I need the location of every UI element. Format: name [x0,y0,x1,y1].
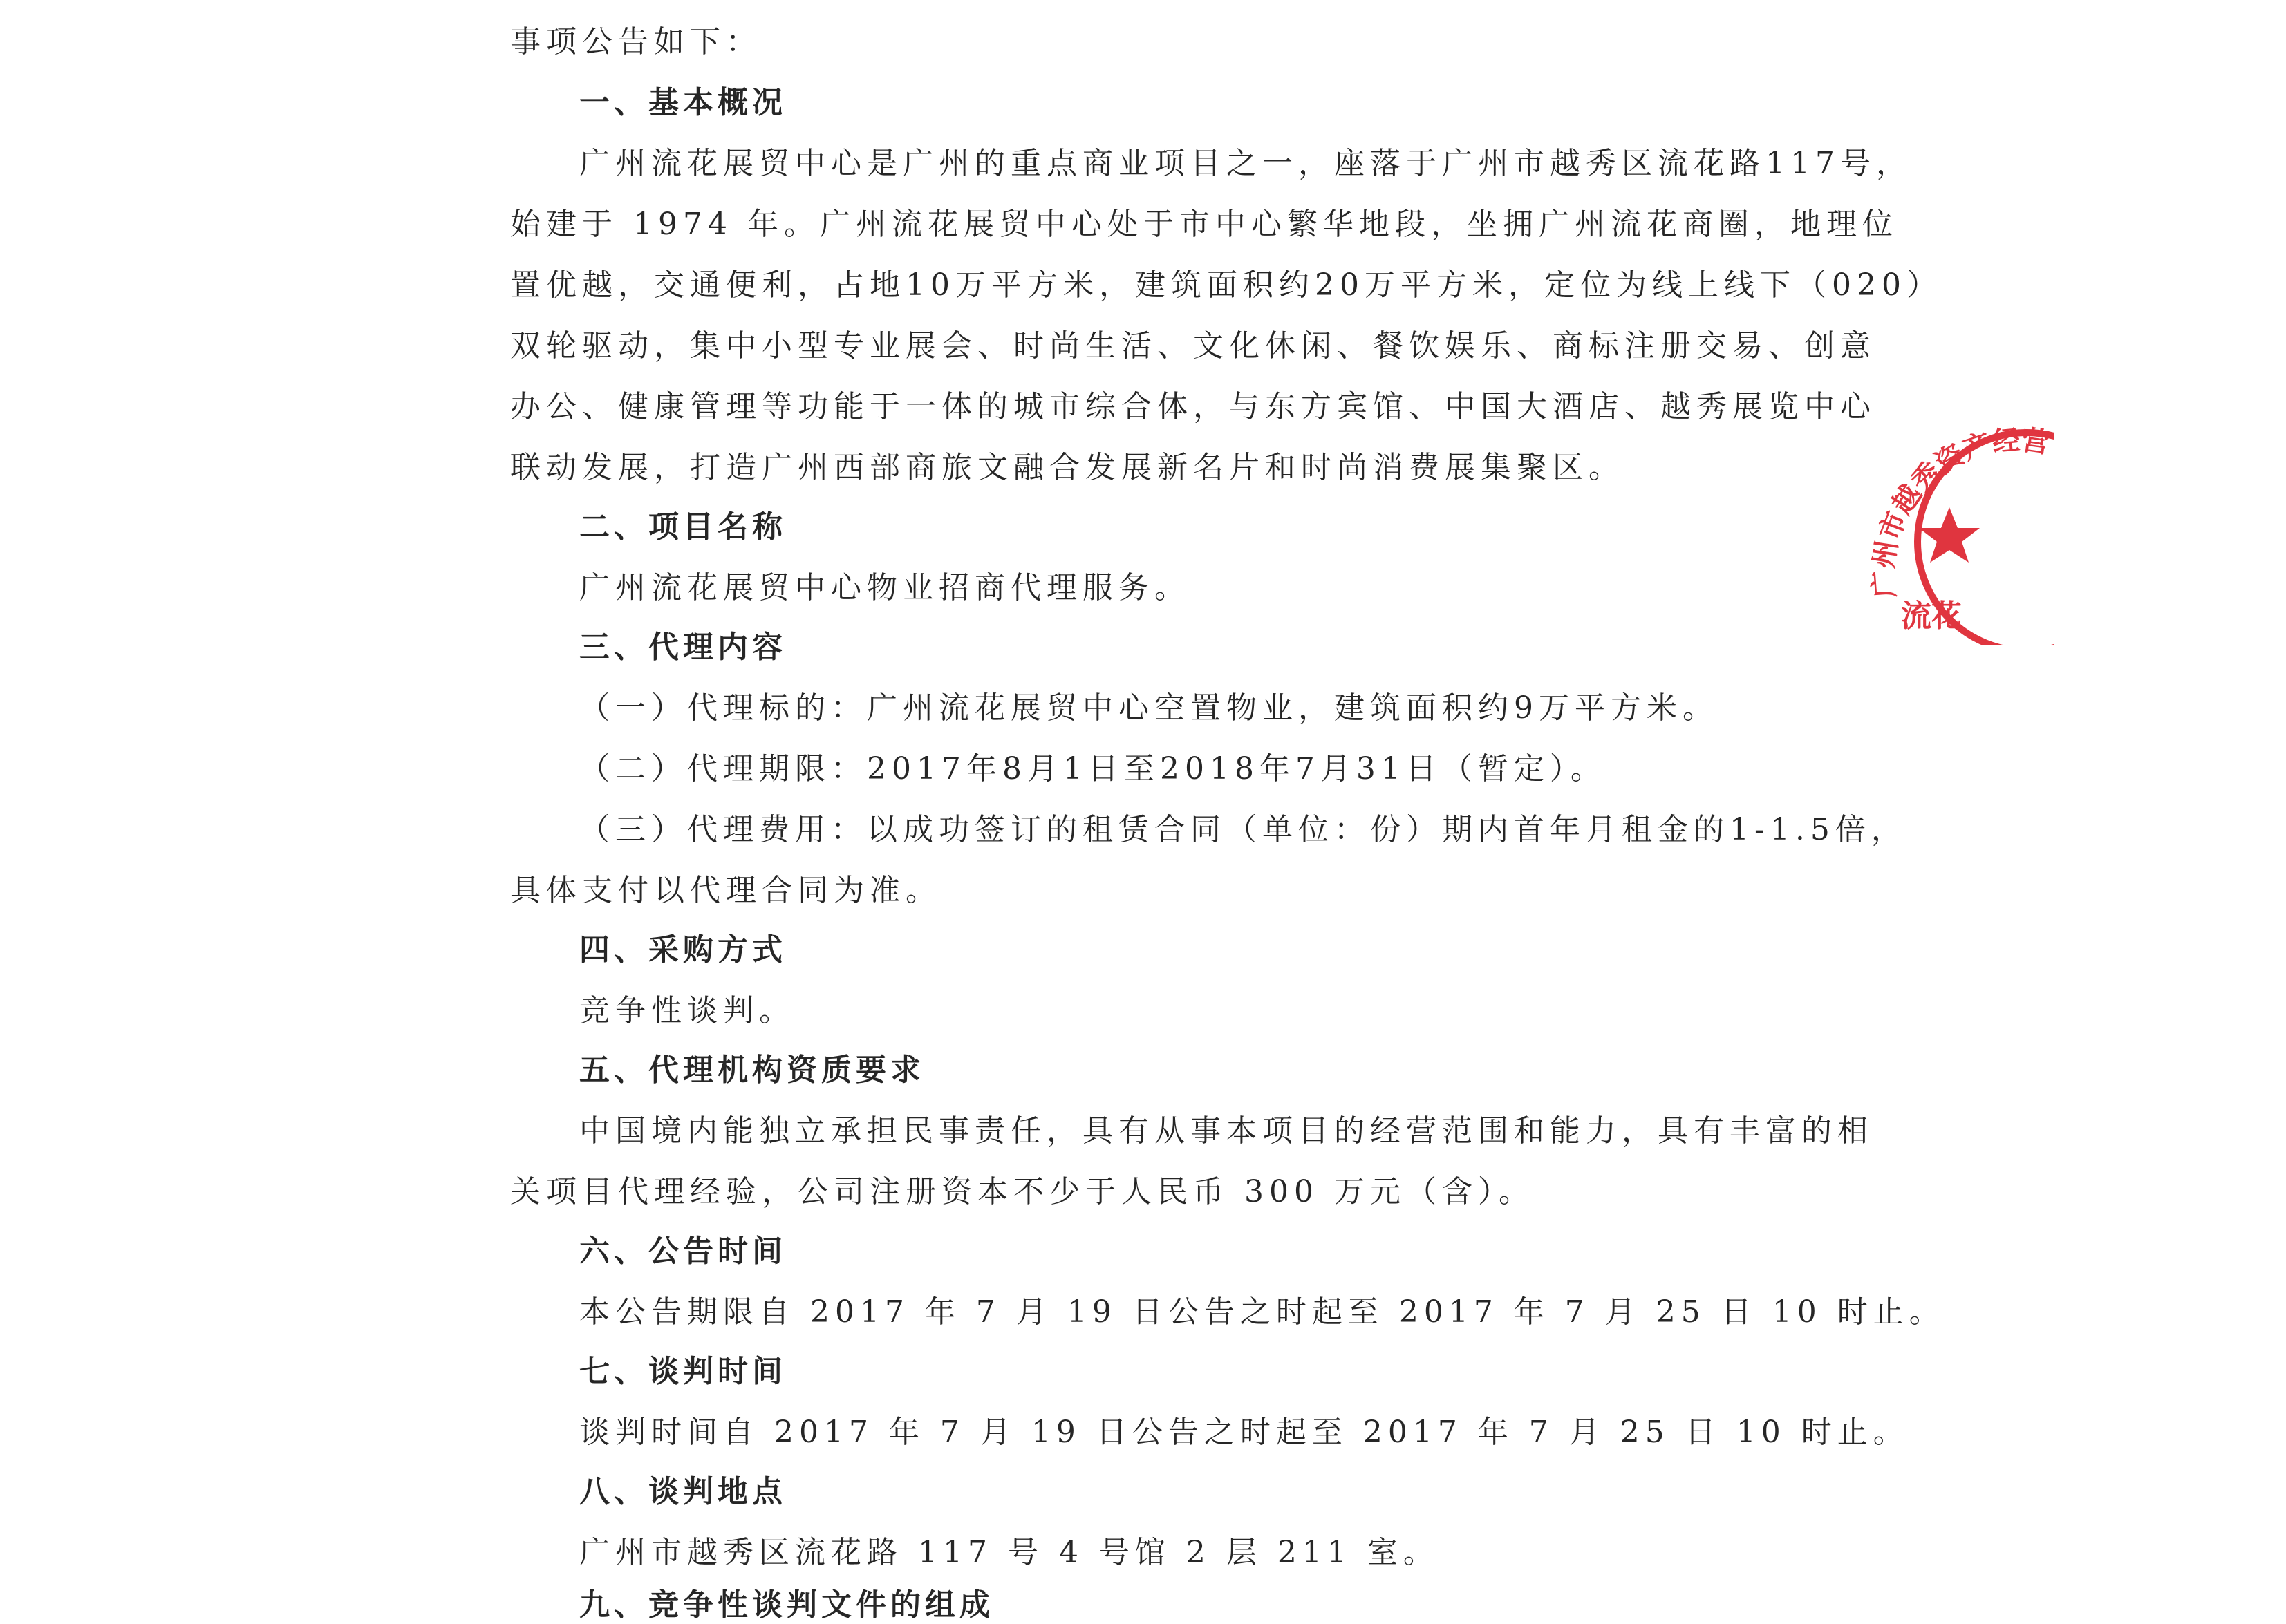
intro-line: 事项公告如下： [510,24,762,59]
paragraph-line: （一）代理标的：广州流花展贸中心空置物业，建筑面积约9万平方米。 [579,690,1718,726]
section-heading-document-composition: 九、竞争性谈判文件的组成 [579,1587,994,1623]
section-heading-procurement-method: 四、采购方式 [579,932,787,967]
paragraph-line: （二）代理期限：2017年8月1日至2018年7月31日（暂定）。 [579,751,1606,786]
seal-arc-text: 广州市越秀资产经营 [1867,424,2052,599]
seal-icon [1847,424,2054,645]
section-heading-announcement-time: 六、公告时间 [579,1234,787,1269]
paragraph-line: （三）代理费用：以成功签订的租赁合同（单位：份）期内首年月租金的1-1.5倍， [579,812,1907,847]
paragraph-line: 双轮驱动，集中小型专业展会、时尚生活、文化休闲、餐饮娱乐、商标注册交易、创意 [510,328,1876,363]
section-heading-negotiation-location: 八、谈判地点 [579,1474,787,1509]
section-heading-agency-content: 三、代理内容 [579,630,787,665]
seal-star [1919,507,1980,563]
paragraph-line: 本公告期限自 2017 年 7 月 19 日公告之时起至 2017 年 7 月 25 日 10 时止。 [579,1294,1945,1330]
paragraph-line: 联动发展，打造广州西部商旅文融合发展新名片和时尚消费展集聚区。 [510,450,1624,485]
section-heading-basic-overview: 一、基本概况 [579,85,787,120]
paragraph-line: 广州流花展贸中心物业招商代理服务。 [579,570,1190,605]
paragraph-line: 竞争性谈判。 [579,993,795,1028]
paragraph-line: 中国境内能独立承担民事责任，具有从事本项目的经营范围和能力，具有丰富的相 [579,1113,1873,1149]
paragraph-line: 置优越，交通便利，占地10万平方米，建筑面积约20万平方米，定位为线上线下（020） [510,267,1942,303]
section-heading-negotiation-time: 七、谈判时间 [579,1354,787,1389]
official-seal [1847,424,2054,645]
paragraph-line: 办公、健康管理等功能于一体的城市综合体，与东方宾馆、中国大酒店、越秀展览中心 [510,389,1876,424]
section-heading-qualification: 五、代理机构资质要求 [579,1052,925,1088]
paragraph-line: 关项目代理经验，公司注册资本不少于人民币 300 万元（含）。 [510,1174,1535,1209]
paragraph-line: 谈判时间自 2017 年 7 月 19 日公告之时起至 2017 年 7 月 25 日 10 时止。 [579,1415,1909,1450]
paragraph-line: 始建于 1974 年。广州流花展贸中心处于市中心繁华地段，坐拥广州流花商圈，地理位 [510,207,1898,242]
paragraph-line: 广州市越秀区流花路 117 号 4 号馆 2 层 211 室。 [579,1535,1439,1570]
seal-bottom-text: 流花 [1901,598,1962,634]
paragraph-line: 广州流花展贸中心是广州的重点商业项目之一，座落于广州市越秀区流花路117号， [579,146,1912,181]
section-heading-project-name: 二、项目名称 [579,509,787,545]
paragraph-line: 具体支付以代理合同为准。 [510,873,941,908]
